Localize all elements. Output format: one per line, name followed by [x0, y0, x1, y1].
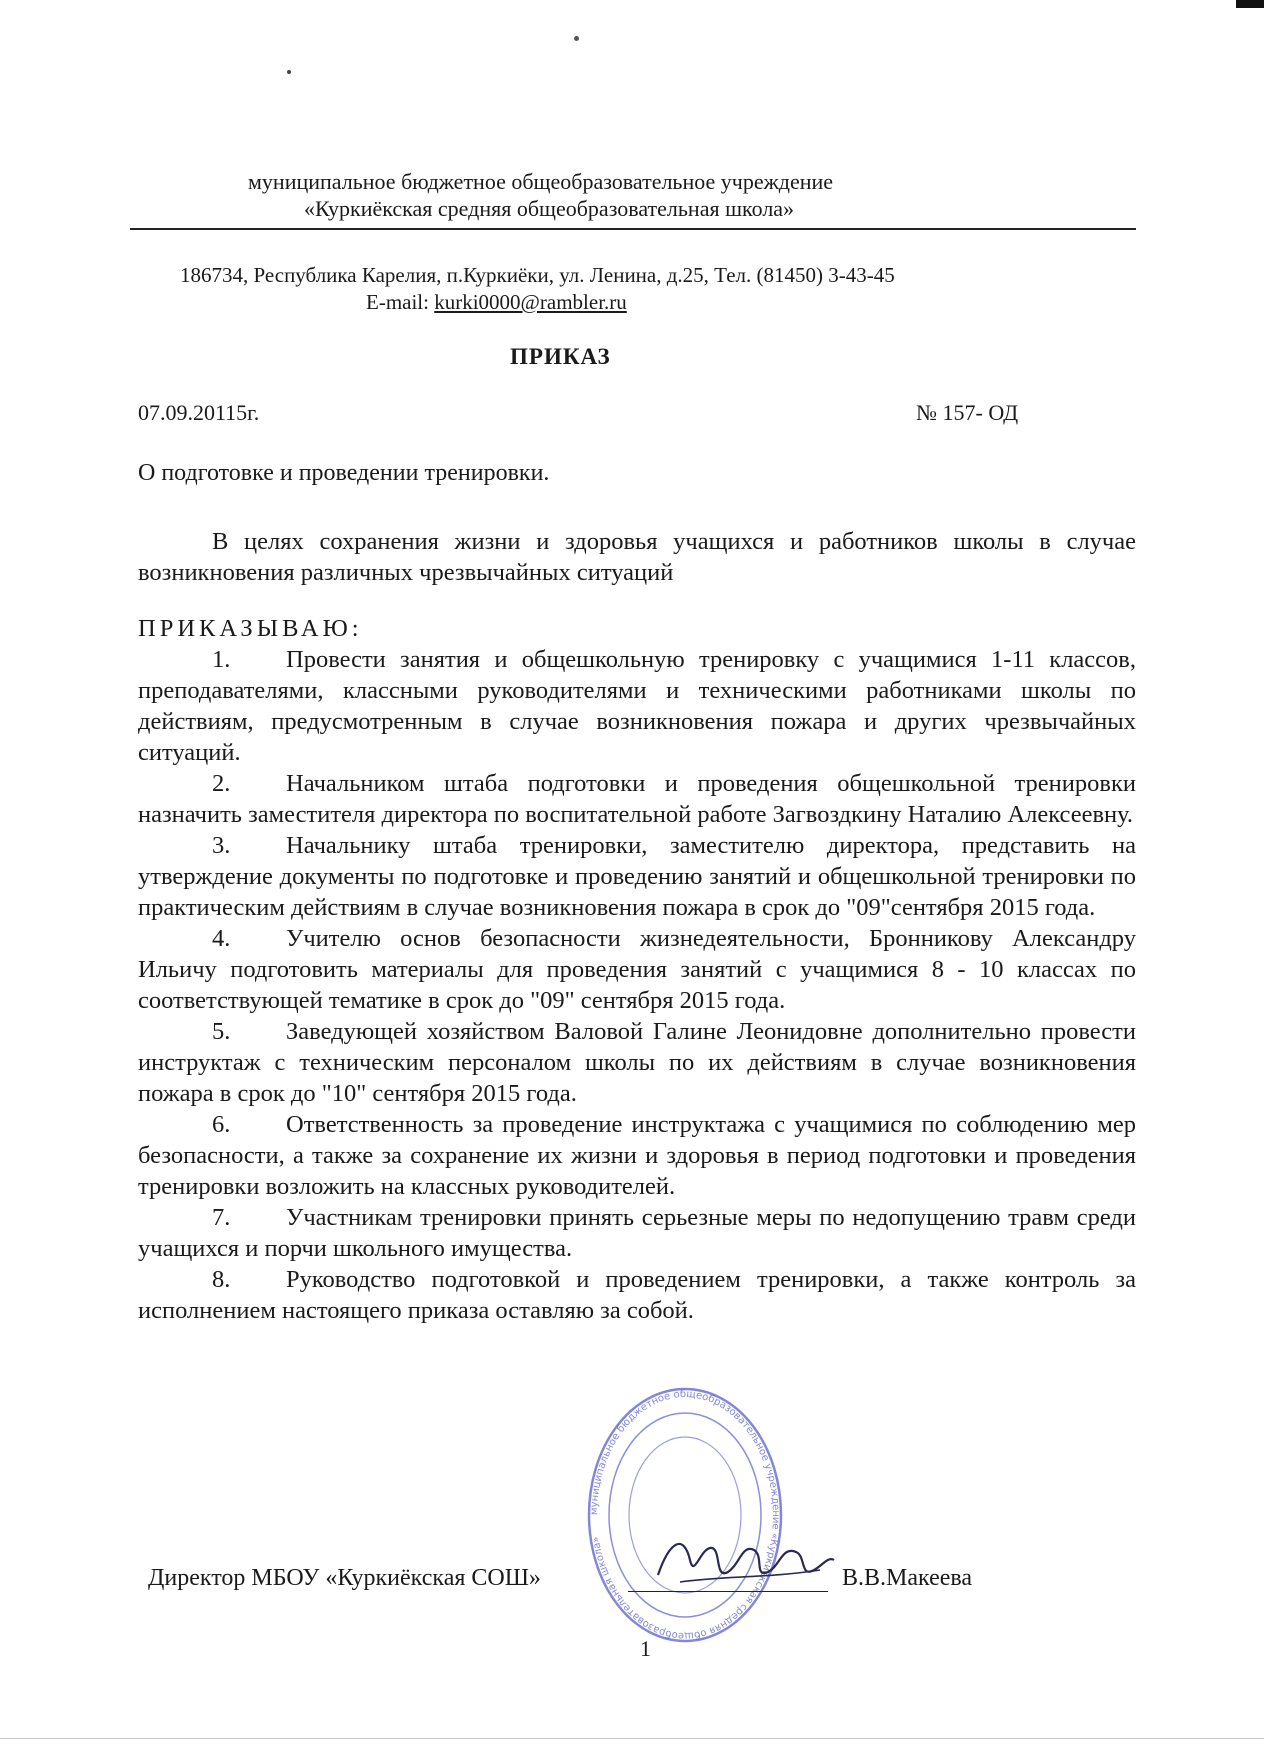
order-item-number: 1. — [212, 646, 231, 673]
postal-address: 186734, Республика Карелия, п.Куркиёки, ул. Ленина, д.25, Тел. (81450) 3-43-45 — [180, 263, 895, 287]
order-item-number: 6. — [212, 1111, 231, 1138]
order-item — [138, 1109, 1136, 1202]
scan-edge-mark — [1236, 0, 1264, 8]
email-label: E-mail: — [366, 290, 435, 314]
order-keyword: ПРИКАЗЫВАЮ: — [138, 615, 363, 642]
svg-text:муниципальное бюджетное общеоб — [589, 1389, 781, 1641]
page-number: 1 — [640, 1636, 651, 1661]
order-item-number: 3. — [212, 832, 231, 859]
order-subject: О подготовке и проведении тренировки. — [138, 460, 550, 486]
signatory-position: Директор МБОУ «Куркиёкская СОШ» — [148, 1565, 541, 1591]
order-item-number: 8. — [212, 1266, 231, 1293]
organization-name: «Куркиёкская средняя общеобразовательная школа» — [304, 196, 795, 221]
email-line — [366, 289, 627, 316]
order-item-number: 5. — [212, 1018, 231, 1045]
order-item-text: Учителю основ безопасности жизнедеятельности, Бронникову Александру Ильичу подготовить материалы для проведения занятий с учащимися 8 - 10 классах по соответствующей тематике в срок до "09" сентября 2015 года. — [138, 925, 1136, 1014]
order-item — [138, 768, 1136, 830]
scan-bottom-edge — [0, 1738, 1264, 1739]
order-body — [138, 526, 1136, 1326]
signatory-name: В.В.Макеева — [842, 1565, 973, 1591]
preamble: В целях сохранения жизни и здоровья учащихся и работников школы в случае возникновения различных чрезвычайных ситуаций — [138, 528, 1136, 586]
order-item-text: Провести занятия и общешкольную тренировку с учащимися 1-11 классов, преподавателями, классными руководителями и техническими работниками школы по действиям, предусмотренным в случае возникновения пожара и других чрезвычайных ситуаций. — [138, 646, 1136, 766]
director-signature — [650, 1520, 840, 1600]
order-item-number: 4. — [212, 925, 231, 952]
order-date: 07.09.20115г. — [138, 400, 260, 425]
order-item — [138, 923, 1136, 1016]
document-title-text: ПРИКАЗ — [510, 344, 611, 369]
order-item-text: Начальником штаба подготовки и проведения общешкольной тренировки назначить заместителя директора по воспитательной работе Загвоздкину Наталию Алексеевну. — [138, 770, 1136, 828]
school-seal — [585, 1385, 785, 1645]
scan-speck — [574, 36, 579, 41]
order-item-text: Ответственность за проведение инструктажа с учащимися по соблюдению мер безопасности, а также за сохранение их жизни и здоровья в период подготовки и проведения тренировки возложить на классных руководителей. — [138, 1111, 1136, 1200]
order-item — [138, 1016, 1136, 1109]
order-items — [138, 644, 1136, 1326]
seal-ring-text: муниципальное бюджетное общеобразовательное учреждение «Куркиёкская средняя общеобразовательная школа» — [588, 1388, 782, 1642]
signature-line — [628, 1591, 828, 1592]
header-divider — [130, 228, 1136, 230]
order-item-text: Заведующей хозяйством Валовой Галине Леонидовне дополнительно провести инструктаж с техническим персоналом школы по их действиям в случае возникновения пожара в срок до "10" сентября 2015 года. — [138, 1018, 1136, 1107]
email-link[interactable]: kurki0000@rambler.ru — [434, 290, 627, 314]
order-item-number: 2. — [212, 770, 231, 797]
order-item — [138, 1202, 1136, 1264]
organization-type: муниципальное бюджетное общеобразовательное учреждение — [248, 169, 834, 194]
order-item-text: Участникам тренировки принять серьезные меры по недопущению травм среди учащихся и порчи школьного имущества. — [138, 1204, 1136, 1262]
order-item-text: Руководство подготовкой и проведением тренировки, а также контроль за исполнением настоящего приказа оставляю за собой. — [138, 1266, 1136, 1324]
order-item-text: Начальнику штаба тренировки, заместителю директора, представить на утверждение документы по подготовке и проведению занятий и общешкольной тренировки по практическим действиям в случае возникновения пожара в срок до "09"сентября 2015 года. — [138, 832, 1136, 921]
order-item — [138, 644, 1136, 768]
scan-speck — [287, 70, 291, 74]
order-item — [138, 1264, 1136, 1326]
order-item-number: 7. — [212, 1204, 231, 1231]
order-item — [138, 830, 1136, 923]
order-number: № 157- ОД — [916, 400, 1019, 425]
